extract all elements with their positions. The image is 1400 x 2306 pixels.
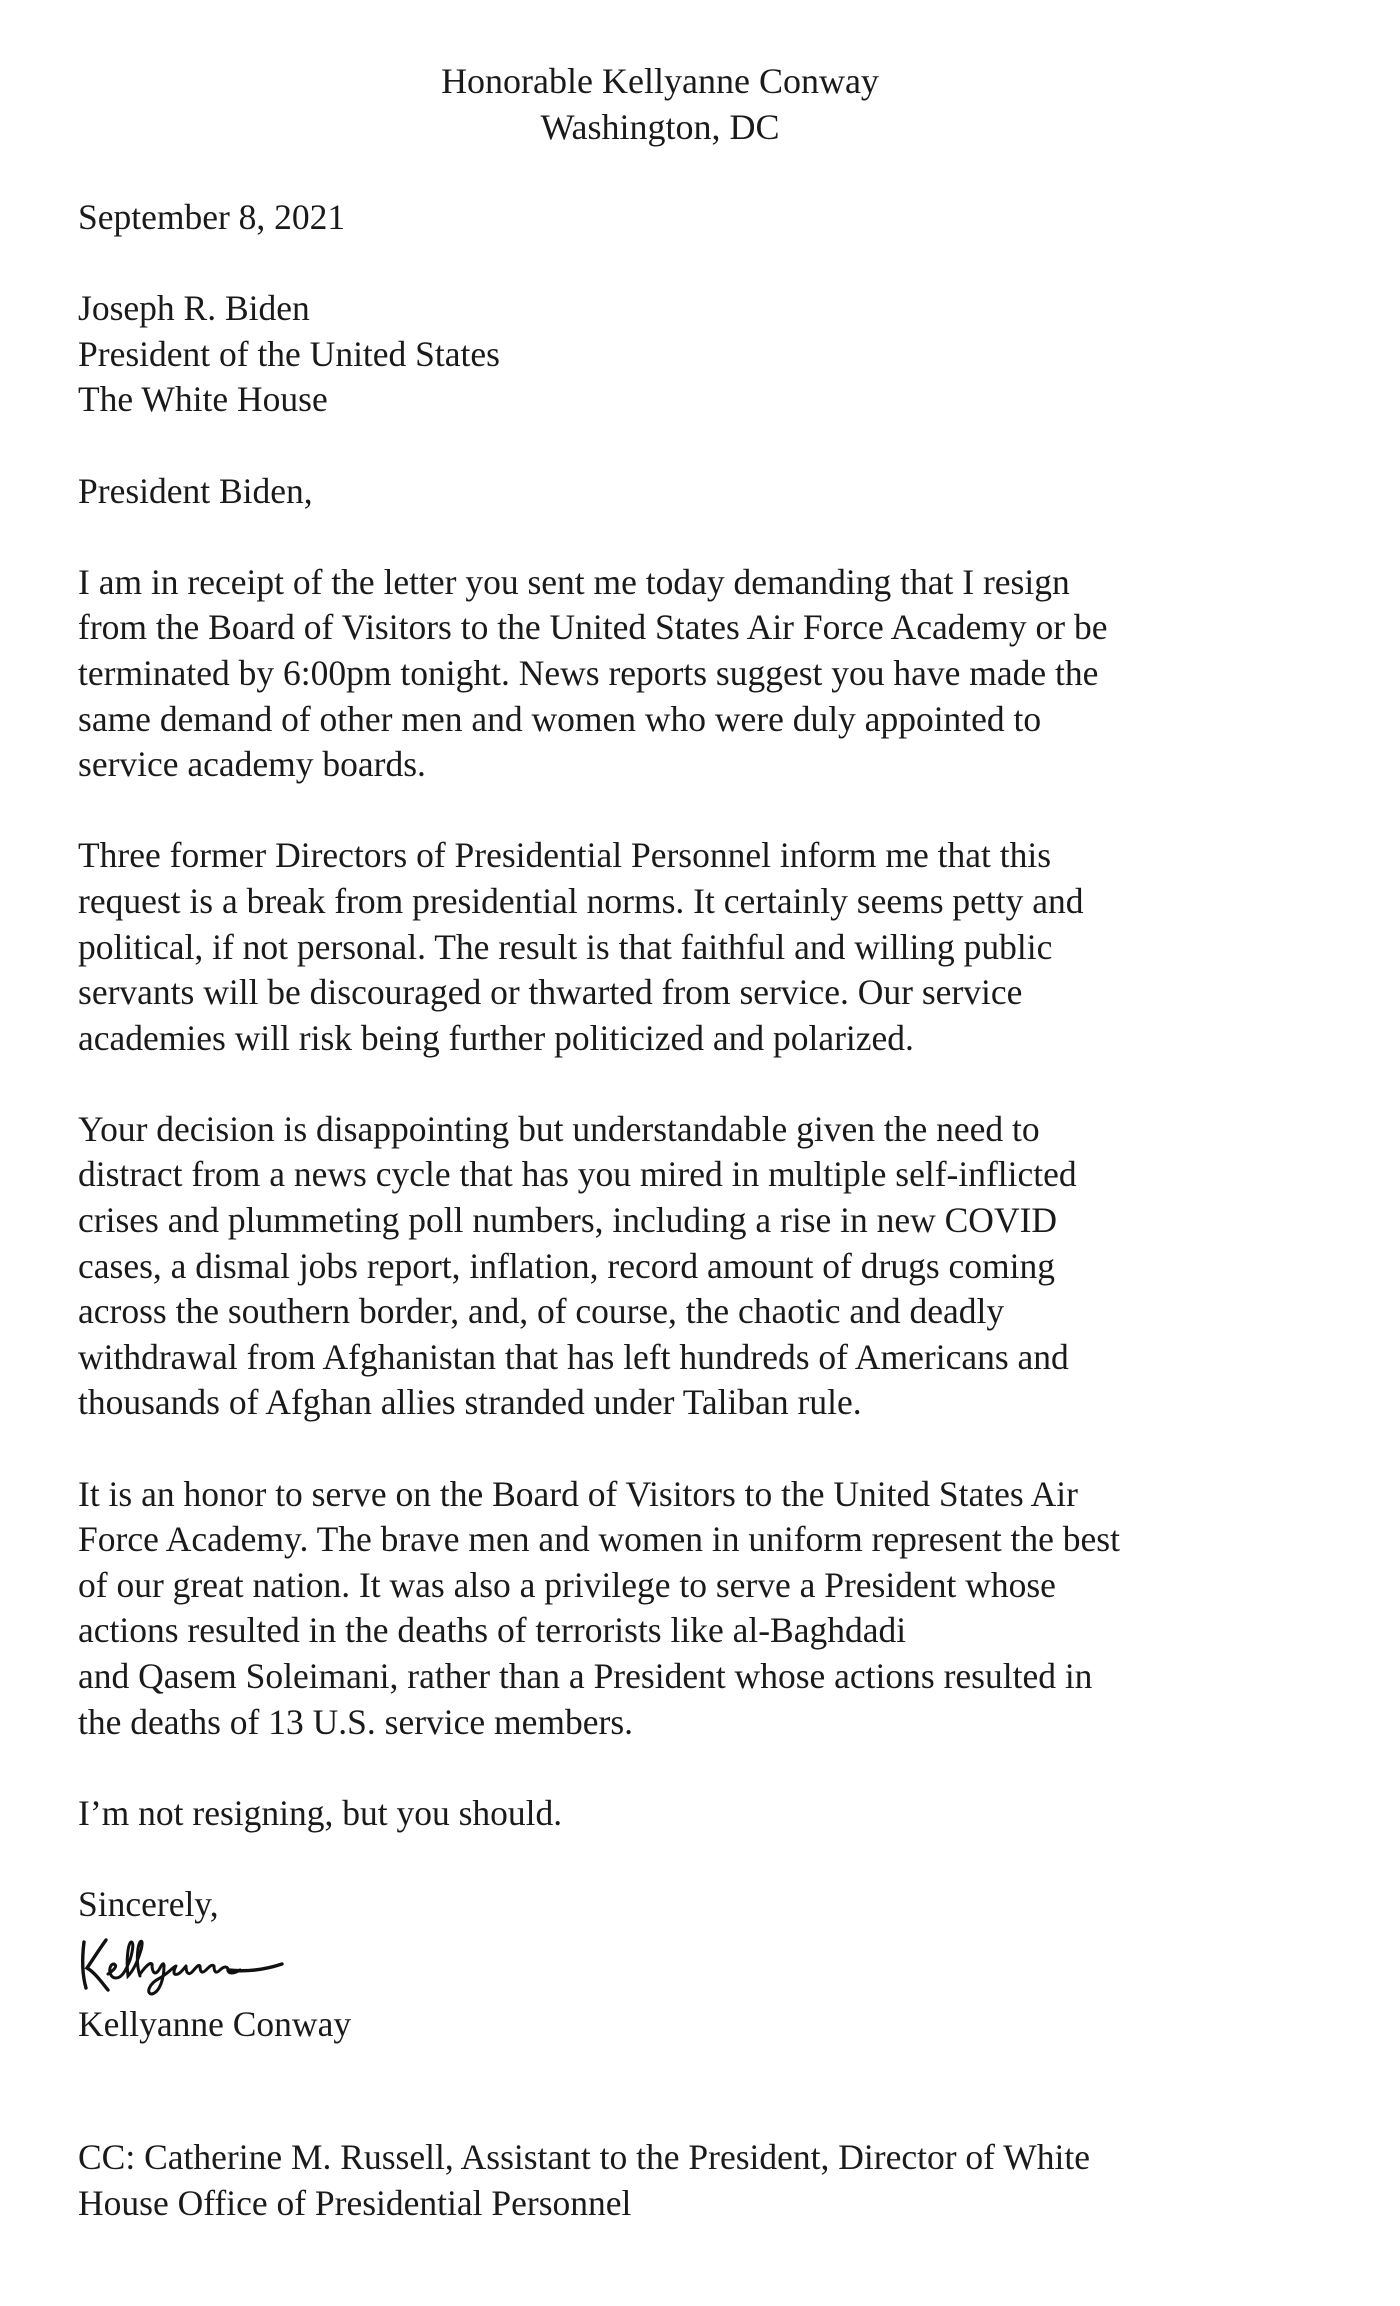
paragraph-line: crises and plummeting poll numbers, including a rise in new COVID bbox=[78, 1200, 1058, 1241]
paragraph-line: actions resulted in the deaths of terrorists like al-Baghdadi bbox=[78, 1610, 907, 1651]
paragraph-line: from the Board of Visitors to the United States Air Force Academy or be bbox=[78, 607, 1108, 648]
cc-line: House Office of Presidential Personnel bbox=[78, 2182, 632, 2223]
cc-block bbox=[78, 2135, 1258, 2226]
paragraph-line: I’m not resigning, but you should. bbox=[78, 1792, 563, 1833]
spacer bbox=[78, 2047, 1258, 2135]
paragraph-line: academies will risk being further politicized and polarized. bbox=[78, 1017, 914, 1058]
paragraph-line: withdrawal from Afghanistan that has left hundreds of Americans and bbox=[78, 1336, 1069, 1377]
paragraph-line: cases, a dismal jobs report, inflation, record amount of drugs coming bbox=[78, 1245, 1055, 1286]
spacer bbox=[78, 241, 1258, 287]
salutation: President Biden, bbox=[78, 470, 313, 511]
letterhead-location: Washington, DC bbox=[540, 107, 780, 147]
paragraph-line: It is an honor to serve on the Board of Visitors to the United States Air bbox=[78, 1473, 1078, 1514]
paragraph-3 bbox=[78, 1107, 1258, 1426]
paragraph-line: Force Academy. The brave men and women in uniform represent the best bbox=[78, 1519, 1120, 1560]
paragraph-line: servants will be discouraged or thwarted from service. Our service bbox=[78, 972, 1023, 1013]
spacer bbox=[78, 1745, 1258, 1791]
paragraph-line: I am in receipt of the letter you sent me today demanding that I resign bbox=[78, 561, 1070, 602]
paragraph-line: political, if not personal. The result is that faithful and willing public bbox=[78, 926, 1053, 967]
paragraph-line: and Qasem Soleimani, rather than a President whose actions resulted in bbox=[78, 1656, 1093, 1696]
spacer bbox=[78, 1836, 1258, 1882]
recipient-office: The White House bbox=[78, 379, 328, 420]
letterhead-name: Honorable Kellyanne Conway bbox=[441, 61, 879, 101]
paragraph-line: across the southern border, and, of course, the chaotic and deadly bbox=[78, 1291, 1005, 1332]
spacer bbox=[78, 423, 1258, 469]
paragraph-line: Three former Directors of Presidential Personnel inform me that this bbox=[78, 835, 1052, 876]
paragraph-5 bbox=[78, 1791, 1258, 1837]
paragraph-4 bbox=[78, 1472, 1258, 1746]
paragraph-line: of our great nation. It was also a privilege to serve a President whose bbox=[78, 1564, 1056, 1605]
closing: Sincerely, bbox=[78, 1883, 219, 1924]
paragraph-2 bbox=[78, 833, 1258, 1061]
signature-scribble bbox=[78, 1930, 288, 1998]
recipient-name: Joseph R. Biden bbox=[78, 288, 310, 329]
letter-body bbox=[78, 195, 1258, 2226]
letter-date: September 8, 2021 bbox=[78, 197, 346, 237]
spacer bbox=[78, 514, 1258, 560]
paragraph-line: the deaths of 13 U.S. service members. bbox=[78, 1701, 634, 1742]
paragraph-line: request is a break from presidential norms. It certainly seems petty and bbox=[78, 880, 1084, 921]
paragraph-line: service academy boards. bbox=[78, 744, 426, 785]
recipient-title: President of the United States bbox=[78, 333, 500, 374]
paragraph-line: Your decision is disappointing but understandable given the need to bbox=[78, 1108, 1040, 1149]
spacer bbox=[78, 1426, 1258, 1472]
paragraph-line: thousands of Afghan allies stranded under Taliban rule. bbox=[78, 1382, 862, 1423]
signer-name: Kellyanne Conway bbox=[78, 2003, 352, 2044]
paragraph-1 bbox=[78, 560, 1258, 788]
spacer bbox=[78, 788, 1258, 834]
cc-line: CC: Catherine M. Russell, Assistant to the President, Director of White bbox=[78, 2137, 1090, 2178]
handwritten-signature bbox=[78, 1928, 1258, 2002]
paragraph-line: terminated by 6:00pm tonight. News reports suggest you have made the bbox=[78, 652, 1099, 693]
letterhead bbox=[0, 58, 1320, 150]
paragraph-line: same demand of other men and women who were duly appointed to bbox=[78, 698, 1042, 739]
paragraph-line: distract from a news cycle that has you mired in multiple self-inflicted bbox=[78, 1154, 1077, 1195]
spacer bbox=[78, 1061, 1258, 1107]
signature-text bbox=[78, 1928, 79, 1929]
